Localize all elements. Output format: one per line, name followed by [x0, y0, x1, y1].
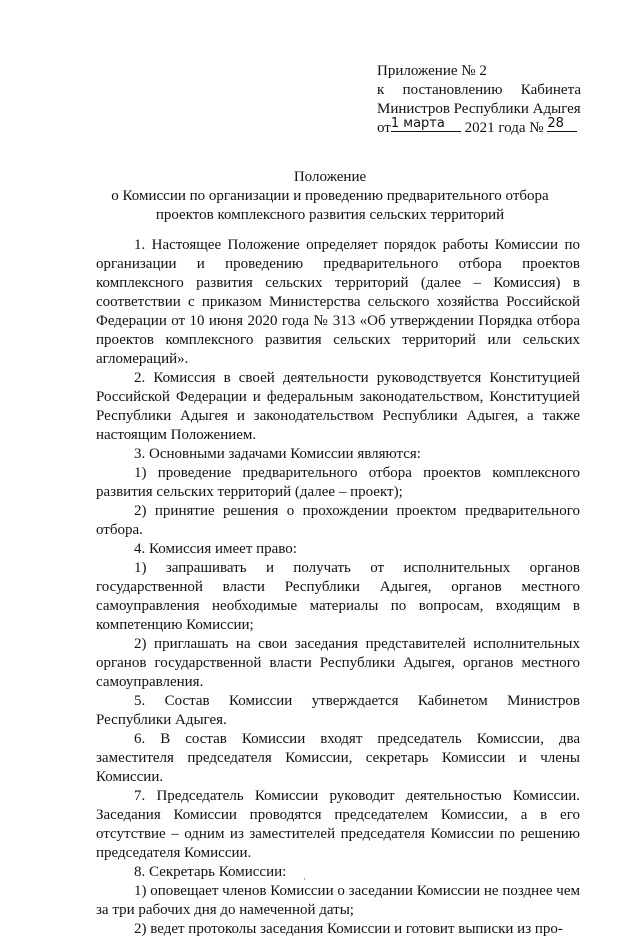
paragraph: 7. Председатель Комиссии руководит деятельностью Комиссии. Заседания Комиссии проводятся председателем Комиссии, а в его отсутствие – одним из заместителей председателя Комиссии по решению председателя Комиссии. [96, 788, 580, 861]
appendix-date-line [377, 116, 581, 138]
paragraph: 1. Настоящее Положение определяет порядок работы Комиссии по организации и проведению предварительного отбора проектов комплексного развития сельских территорий (далее – Комиссия) в соответствии с приказом Министерства сельского хозяйства Российской Федерации от 10 июня 2020 года № 313 «Об утверждении Порядка отбора проектов комплексного развития сельских территорий или сельских агломераций». [96, 237, 580, 367]
paragraph: 2) приглашать на свои заседания представителей исполнительных органов государственной власти Республики Адыгея, органов местного самоуправления. [96, 636, 580, 690]
paragraph: 3. Основными задачами Комиссии являются: [134, 446, 421, 462]
appendix-k: к [377, 82, 385, 98]
paragraph: 1) запрашивать и получать от исполнительных органов государственной власти Республики Адыгея, органов местного самоуправления необходимые материалы по вопросам, входящим в компетенцию Комиссии; [96, 560, 580, 633]
paragraph: 2) ведет протоколы заседания Комиссии и готовит выписки из про- [134, 921, 563, 937]
document-body [96, 236, 580, 939]
page-mark: · [303, 874, 306, 884]
appendix-header [377, 62, 581, 138]
appendix-decree-line [377, 81, 581, 100]
paragraph: 1) проведение предварительного отбора проектов комплексного развития сельских территорий (далее – проект); [96, 465, 580, 500]
appendix-cabinet: Кабинета [520, 82, 581, 98]
paragraph: 2. Комиссия в своей деятельности руководствуется Конституцией Российской Федерации и федеральным законодательством, Конституцией Республики Адыгея и законодательством Республики Адыгея, а также настоящим Положением. [96, 370, 580, 443]
paragraph: 4. Комиссия имеет право: [134, 541, 297, 557]
year-text: 2021 года № [464, 120, 544, 136]
title-line-3: проектов комплексного развития сельских территорий [155, 207, 505, 223]
title-line-1: Положение [293, 169, 367, 185]
appendix-number: Приложение № 2 [377, 63, 487, 79]
paragraph: 2) принятие решения о прохождении проектом предварительного отбора. [96, 503, 580, 538]
title-line-2: о Комиссии по организации и проведению предварительного отбора [111, 188, 549, 204]
paragraph: 1) оповещает членов Комиссии о заседании Комиссии не позднее чем за три рабочих дня до намеченной даты; [96, 883, 580, 918]
document-title [60, 168, 600, 225]
appendix-ministers: Министров Республики Адыгея [377, 101, 581, 117]
appendix-decree: постановлению [402, 82, 503, 98]
handwritten-number: 28 [547, 117, 577, 132]
paragraph: 6. В состав Комиссии входят председатель Комиссии, два заместителя председателя Комиссии, секретарь Комиссии и члены Комиссии. [96, 731, 580, 785]
paragraph: 5. Состав Комиссии утверждается Кабинетом Министров Республики Адыгея. [96, 693, 580, 728]
handwritten-date: 1 марта [391, 117, 461, 132]
date-prefix: от [377, 120, 391, 136]
paragraph: 8. Секретарь Комиссии: [134, 864, 287, 880]
